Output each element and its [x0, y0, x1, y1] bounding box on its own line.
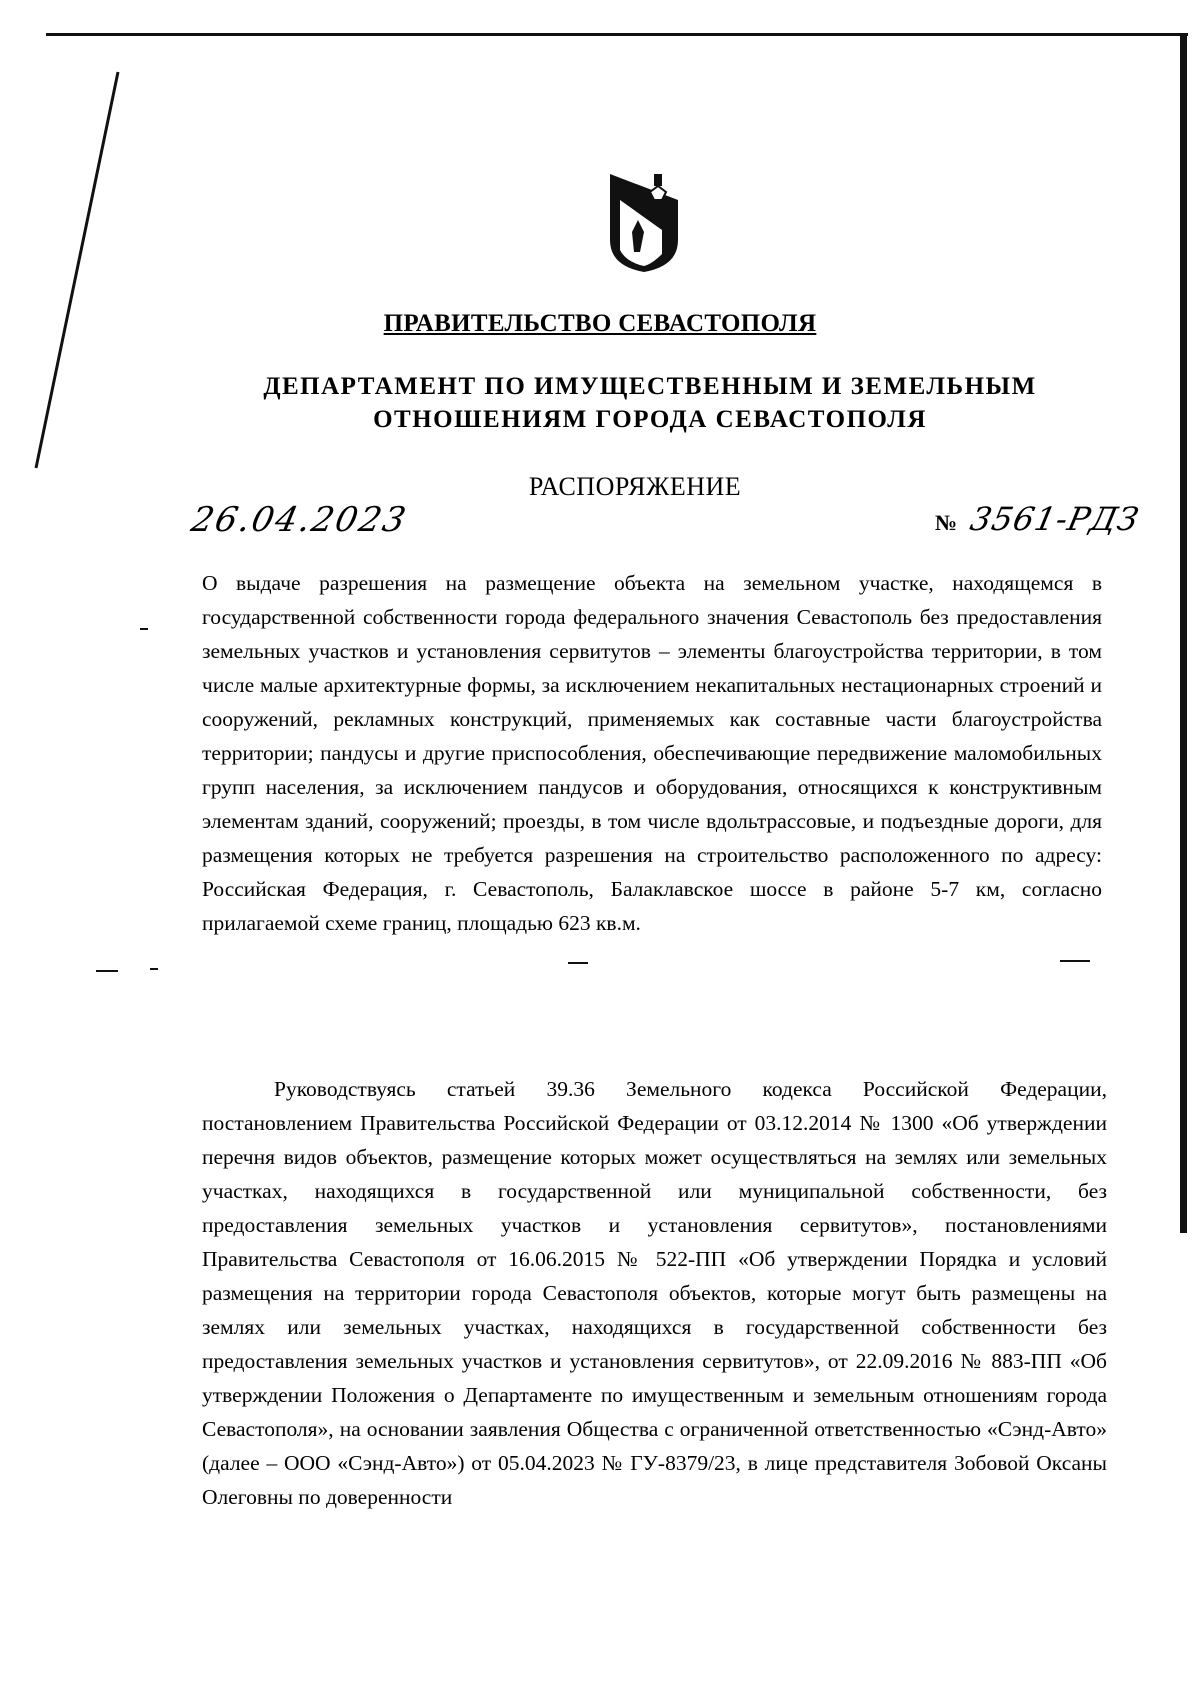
order-date: 26.04.2023 — [187, 500, 411, 540]
document-type: РАСПОРЯЖЕНИЕ — [528, 472, 742, 501]
government-title: ПРАВИТЕЛЬСТВО СЕВАСТОПОЛЯ — [383, 310, 817, 337]
sevastopol-coat-of-arms-icon — [604, 170, 684, 274]
order-body: Руководствуясь статьей 39.36 Земельного кодекса Российской Федерации, постановлением Правительства Российской Федерации от 03.12.2014 № 1300 «Об утверждении перечня видов объектов, размещение которых может осуществляться на землях или земельных участках, находящихся в государственной или муниципальной собственности, без предоставления земельных участков и установления сервитутов», постановлениями Правительства Севастополя от 16.06.2015 № 522-ПП «Об утверждении Порядка и условий размещения на территории города Севастополя объектов, которые могут быть размещены на землях или земельных участках, находящихся в государственной собственности без предоставления земельных участков и установления сервитутов», от 22.09.2016 № 883-ПП «Об утверждении Положения о Департаменте по имущественным и земельным отношениям города Севастополя», на основании заявления Общества с ограниченной ответственностью «Сэнд-Авто» (далее – ООО «Сэнд-Авто») от 05.04.2023 № ГУ-8379/23, в лице представителя Зобовой Оксаны Олеговны по доверенности — [202, 1077, 1107, 1509]
scan-right-border — [1180, 33, 1187, 1233]
scan-dash — [96, 970, 118, 972]
number-sign: № — [935, 510, 958, 535]
order-number — [935, 500, 1143, 538]
department-title — [210, 370, 1090, 436]
scan-dash — [140, 628, 148, 630]
scan-top-border — [46, 33, 1188, 36]
scan-margin-stroke — [0, 0, 200, 520]
department-title-line: ДЕПАРТАМЕНТ ПО ИМУЩЕСТВЕННЫМ И ЗЕМЕЛЬНЫМ — [263, 373, 1037, 400]
scan-dash — [568, 962, 588, 964]
scan-dash — [150, 968, 158, 970]
department-title-line: ОТНОШЕНИЯМ ГОРОДА СЕВАСТОПОЛЯ — [373, 406, 927, 433]
order-subject: О выдаче разрешения на размещение объекта на земельном участке, находящемся в государственной собственности города федерального значения Севастополь без предоставления земельных участков и установления сервитутов – элементы благоустройства территории, в том числе малые архитектурные формы, за исключением некапитальных нестационарных строений и сооружений, рекламных конструкций, применяемых как составные части благоустройства территории; пандусы и другие приспособления, обеспечивающие передвижение маломобильных групп населения, за исключением пандусов и оборудования, относящихся к конструктивным элементам зданий, сооружений; проезды, в том числе вдольтрассовые, и подъездные дороги, для размещения которых не требуется разрешения на строительство расположенного по адресу: Российская Федерация, г. Севастополь, Балаклавское шоссе в районе 5-7 км, согласно прилагаемой схеме границ, площадью 623 кв.м. — [202, 571, 1102, 935]
order-number-value: 3561-РДЗ — [967, 500, 1143, 538]
scan-dash — [1060, 960, 1090, 962]
